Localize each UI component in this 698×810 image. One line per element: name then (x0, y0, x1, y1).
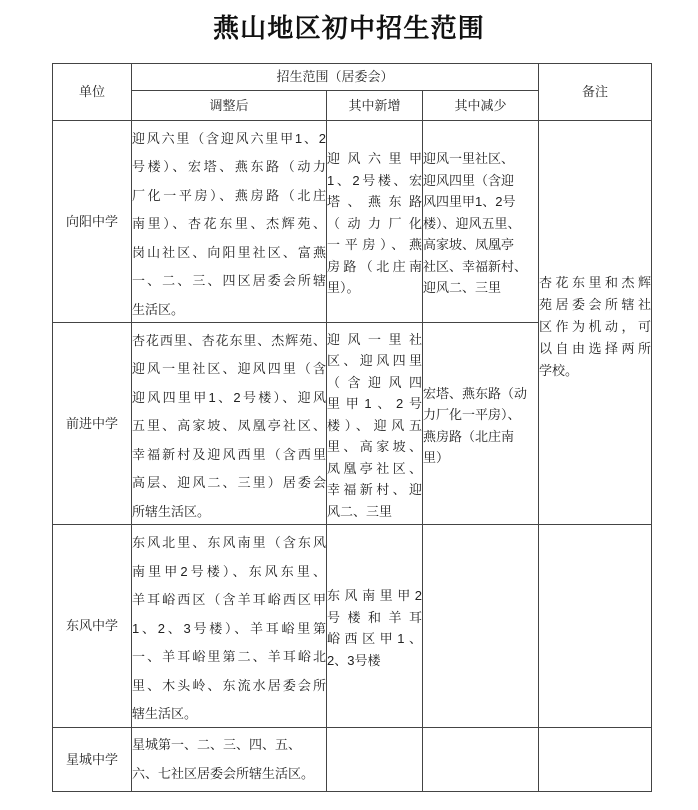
reduced-line: 迎风四里（含迎 (423, 172, 515, 188)
cell-reduced-empty (423, 525, 539, 728)
remark-line: 杏花东里和杰辉 (539, 274, 652, 290)
reduced-line: 社区、幸福新村、 (423, 258, 528, 274)
cell-remarks-empty (539, 525, 652, 728)
added-line: 1、2号楼、宏 (327, 172, 422, 188)
adjusted-line: 生活区。 (132, 301, 185, 317)
adjusted-line: 迎风一里社区、迎风四里（含 (132, 361, 326, 377)
adjusted-line: 一、羊耳峪里第二、羊耳峪北 (132, 649, 326, 665)
page-title: 燕山地区初中招生范围 (212, 13, 485, 43)
school-name: 前进中学 (53, 323, 132, 525)
added-line: 塔、燕东路 (327, 194, 422, 210)
header-scope: 招生范围（居委会） (132, 64, 539, 91)
cell-remarks-empty (539, 728, 652, 792)
added-line: 凤凰亭社区、 (327, 460, 422, 476)
adjusted-line: 幸福新村及迎风西里（含西里 (132, 446, 326, 462)
cell-adjusted (132, 323, 327, 525)
added-line: （含迎风四 (327, 374, 422, 390)
school-name: 向阳中学 (53, 121, 132, 323)
reduced-line: 风四里甲1、2号 (423, 194, 516, 210)
cell-added-empty (327, 728, 423, 792)
adjusted-line: 里、木头岭、东流水居委会所 (132, 677, 326, 693)
adjusted-line: 岗山社区、向阳里社区、富燕 (132, 244, 326, 260)
cell-added (327, 323, 423, 525)
added-line: 里）。 (327, 280, 360, 296)
table-row (53, 121, 652, 323)
adjusted-line: 一、二、三、四区居委会所辖 (132, 273, 326, 289)
reduced-line: 迎风二、三里 (423, 280, 502, 296)
header-remarks: 备注 (539, 64, 652, 121)
adjusted-line: 辖生活区。 (132, 706, 198, 722)
reduced-line: 燕房路（北庄南 (423, 428, 515, 444)
header-unit: 单位 (53, 64, 132, 121)
added-line: 房路（北庄南 (327, 258, 422, 274)
added-line: 风二、三里 (327, 503, 393, 519)
added-line: 迎风一里社 (327, 331, 422, 347)
adjusted-line: 南里甲2号楼）、东风东里、 (132, 563, 326, 579)
cell-remarks (539, 121, 652, 525)
adjusted-line: 六、七社区居委会所辖生活区。 (132, 765, 315, 781)
adjusted-line: 号楼）、宏塔、燕东路（动力 (132, 159, 326, 175)
added-line: 一平房）、燕 (327, 237, 422, 253)
cell-adjusted (132, 525, 327, 728)
added-line: 里、高家坡、 (327, 439, 422, 455)
added-line: 峪西区甲1、 (327, 631, 422, 646)
adjusted-line: 五里、高家坡、凤凰亭社区、 (132, 418, 326, 434)
added-line: （动力厂化 (327, 215, 422, 231)
reduced-line: 高家坡、凤凰亭 (423, 237, 515, 253)
adjusted-line: 东风北里、东风南里（含东风 (132, 535, 326, 551)
adjusted-line: 迎风四里甲1、2号楼）、迎风 (132, 389, 326, 405)
added-line: 区、迎风四里 (327, 353, 422, 369)
cell-reduced-empty (423, 728, 539, 792)
remark-line: 区作为机动，可 (539, 318, 652, 334)
header-added: 其中新增 (327, 91, 423, 121)
added-line: 东风南里甲2 (327, 588, 422, 603)
adjusted-line: 所辖生活区。 (132, 503, 211, 519)
adjusted-line: 迎风六里（含迎风六里甲1、2 (132, 130, 326, 146)
table-row (53, 728, 652, 792)
cell-added (327, 525, 423, 728)
added-line: 2、3号楼 (327, 652, 381, 668)
cell-adjusted (132, 121, 327, 323)
adjusted-line: 1、2、3号楼）、羊耳峪里第 (132, 620, 326, 636)
remark-line: 以自由选择两所 (539, 340, 652, 356)
header-row (53, 64, 652, 91)
adjusted-line: 星城第一、二、三、四、五、 (132, 737, 302, 752)
added-line: 里甲1、2号 (327, 396, 422, 412)
school-name: 星城中学 (53, 728, 132, 792)
adjusted-line: 厂化一平房）、燕房路（北庄 (132, 187, 326, 203)
cell-adjusted (132, 728, 327, 792)
header-adjusted: 调整后 (132, 91, 327, 121)
school-name: 东风中学 (53, 525, 132, 728)
adjusted-line: 羊耳峪西区（含羊耳峪西区甲 (132, 592, 326, 608)
cell-reduced (423, 121, 539, 323)
cell-reduced (423, 323, 539, 525)
cell-added (327, 121, 423, 323)
added-line: 幸福新村、迎 (327, 482, 422, 498)
remark-line: 苑居委会所辖社 (539, 296, 652, 312)
reduced-line: 迎风一里社区、 (423, 151, 515, 167)
reduced-line: 楼）、迎风五里、 (423, 215, 521, 231)
remark-line: 学校。 (539, 362, 579, 378)
adjusted-line: 杏花西里、杏花东里、杰辉苑、 (132, 332, 326, 348)
table-row (53, 525, 652, 728)
adjusted-line: 高层、迎风二、三里）居委会 (132, 475, 326, 491)
added-line: 迎风六里甲 (327, 151, 422, 167)
added-line: 号楼和羊耳 (327, 609, 422, 625)
reduced-line: 力厂化一平房）、 (423, 407, 521, 422)
enrollment-table (52, 63, 652, 792)
added-line: 楼）、迎风五 (327, 417, 422, 433)
reduced-line: 里） (423, 450, 450, 465)
adjusted-line: 南里）、杏花东里、杰辉苑、 (132, 216, 326, 232)
reduced-line: 宏塔、燕东路（动 (423, 385, 528, 401)
header-reduced: 其中减少 (423, 91, 539, 121)
